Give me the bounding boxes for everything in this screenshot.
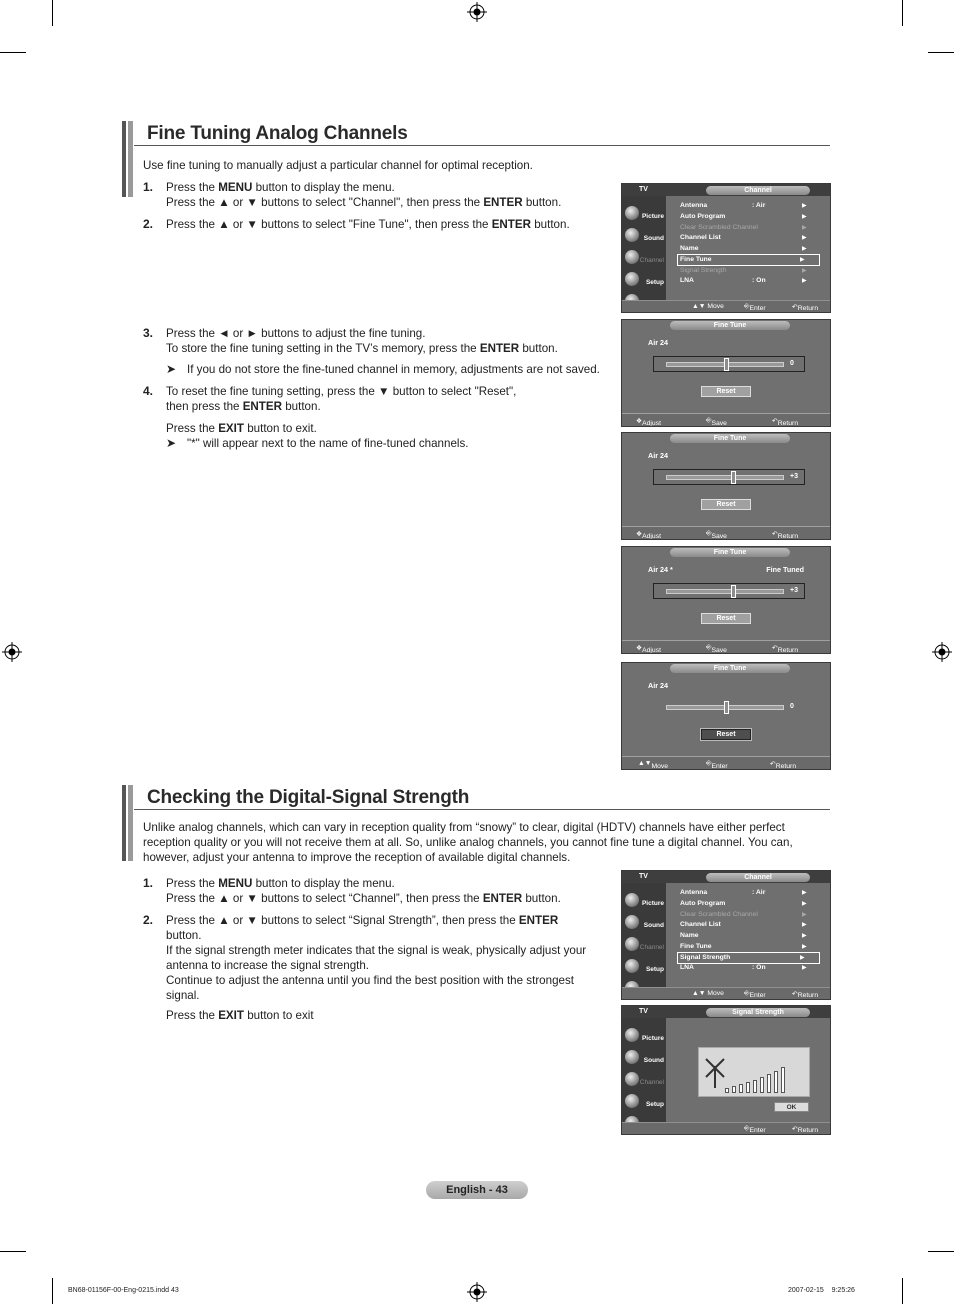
reset-button[interactable]: Reset bbox=[701, 613, 751, 624]
registration-mark-icon bbox=[467, 1282, 487, 1302]
footer-return: ↶ Return bbox=[792, 304, 819, 312]
signal-bar bbox=[767, 1074, 771, 1093]
step-text: Press the ◄ or ► buttons to adjust the fine tuning. bbox=[166, 327, 426, 340]
signal-bar bbox=[725, 1088, 729, 1093]
menu-footer bbox=[622, 987, 830, 999]
menu-list bbox=[666, 883, 830, 987]
fine-tune-footer: ❖ Adjust ⎆ Save ↶ Return bbox=[622, 413, 830, 426]
signal-meter-panel bbox=[698, 1047, 810, 1097]
footer-enter: ⎆ Enter bbox=[744, 1125, 766, 1134]
section-title: Checking the Digital-Signal Strength bbox=[147, 787, 470, 808]
fine-tune-footer: ▲▼ Move ⎆ Enter ↶ Return bbox=[622, 756, 830, 769]
sidebar-item-channel[interactable]: Channel bbox=[622, 248, 666, 270]
note-arrow-icon: ➤ bbox=[166, 436, 177, 450]
fine-tune-title: Fine Tune bbox=[670, 548, 790, 557]
step-text: Press the MENU button to display the menu. bbox=[166, 877, 395, 890]
slider-knob[interactable] bbox=[724, 701, 729, 714]
menu-item-antenna[interactable]: Antenna : Air ▶ bbox=[680, 889, 807, 896]
heading-bar bbox=[122, 785, 126, 861]
menu-header bbox=[622, 871, 830, 883]
menu-title: Channel bbox=[706, 186, 810, 195]
slider-knob[interactable] bbox=[731, 471, 736, 484]
step-number: 4. bbox=[143, 384, 154, 398]
fine-tune-slider[interactable] bbox=[666, 475, 784, 480]
menu-item-name[interactable]: Name ▶ bbox=[680, 245, 807, 252]
slider-value: +3 bbox=[790, 587, 798, 594]
crop-mark bbox=[0, 52, 26, 53]
fine-tune-title: Fine Tune bbox=[670, 664, 790, 673]
sidebar-item-picture[interactable]: Picture bbox=[622, 1026, 666, 1048]
channel-icon bbox=[625, 250, 639, 264]
footer-move: ▲▼ Move bbox=[692, 990, 724, 997]
step-text: Press the ▲ or ▼ buttons to select "Channel", then press the ENTER button. bbox=[166, 196, 562, 209]
footer-enter: ⎆ Enter bbox=[744, 990, 766, 999]
menu-item-signal-strength: Signal Strength ▶ bbox=[680, 267, 807, 274]
signal-bar bbox=[746, 1082, 750, 1093]
section-intro: Unlike analog channels, which can vary in reception quality from “snowy” to clear, digital (HDTV) channels have either perfect bbox=[143, 821, 785, 834]
heading-bar bbox=[128, 121, 133, 197]
menu-title: Signal Strength bbox=[706, 1008, 810, 1017]
sidebar-item-sound[interactable]: Sound bbox=[622, 913, 666, 935]
crop-mark bbox=[902, 1278, 903, 1304]
menu-item-lna[interactable]: LNA : On ▶ bbox=[680, 964, 807, 971]
section-intro: Use fine tuning to manually adjust a particular channel for optimal reception. bbox=[143, 159, 533, 172]
menu-item-channel-list[interactable]: Channel List ▶ bbox=[680, 921, 807, 928]
picture-icon bbox=[625, 893, 639, 907]
step-note: If you do not store the fine-tuned channel in memory, adjustments are not saved. bbox=[187, 363, 600, 376]
heading-bar bbox=[122, 121, 126, 197]
slider-value: 0 bbox=[790, 360, 794, 367]
channel-label: Air 24 bbox=[648, 451, 668, 460]
footer-return: ↶ Return bbox=[792, 991, 819, 999]
menu-title: Channel bbox=[706, 873, 810, 882]
menu-header bbox=[622, 1006, 830, 1018]
reset-button[interactable]: Reset bbox=[701, 499, 751, 510]
ok-button[interactable]: OK bbox=[774, 1102, 809, 1112]
crop-mark bbox=[52, 0, 53, 26]
section-intro: however, adjust your antenna to improve the reception of available digital channels. bbox=[143, 851, 571, 864]
heading-rule bbox=[134, 145, 830, 146]
setup-gear-icon bbox=[625, 272, 639, 286]
menu-footer bbox=[622, 1122, 830, 1134]
menu-item-auto-program[interactable]: Auto Program ▶ bbox=[680, 213, 807, 220]
picture-icon bbox=[625, 1028, 639, 1042]
fine-tune-screen bbox=[621, 319, 831, 427]
menu-tv-label: TV bbox=[639, 186, 648, 193]
sound-icon bbox=[625, 1050, 639, 1064]
fine-tune-screen bbox=[621, 432, 831, 540]
menu-item-fine-tune[interactable]: Fine Tune ▶ bbox=[678, 255, 819, 265]
step-text: Press the ▲ or ▼ buttons to select “Channel”, then press the ENTER button. bbox=[166, 892, 561, 905]
section-title: Fine Tuning Analog Channels bbox=[147, 123, 408, 144]
menu-sidebar bbox=[622, 1018, 666, 1122]
step-number: 3. bbox=[143, 326, 154, 340]
step-text: To store the fine tuning setting in the TV’s memory, press the ENTER button. bbox=[166, 342, 558, 355]
crop-mark bbox=[0, 1251, 26, 1252]
setup-gear-icon bbox=[625, 959, 639, 973]
step-text: Press the EXIT button to exit bbox=[166, 1009, 314, 1022]
menu-item-lna[interactable]: LNA : On ▶ bbox=[680, 277, 807, 284]
step-text: then press the ENTER button. bbox=[166, 400, 321, 413]
signal-bar bbox=[774, 1071, 778, 1093]
channel-icon bbox=[625, 1072, 639, 1086]
step-text: Press the MENU button to display the menu. bbox=[166, 181, 395, 194]
footer-move: ▲▼ Move bbox=[692, 303, 724, 310]
fine-tune-screen bbox=[621, 546, 831, 654]
menu-item-fine-tune[interactable]: Fine Tune ▶ bbox=[680, 943, 807, 950]
fine-tune-screen bbox=[621, 662, 831, 770]
reset-button[interactable]: Reset bbox=[701, 729, 751, 740]
page-number: English - 43 bbox=[426, 1181, 528, 1199]
registration-mark-icon bbox=[932, 642, 952, 662]
sound-icon bbox=[625, 228, 639, 242]
sidebar-item-picture[interactable]: Picture bbox=[622, 891, 666, 913]
tv-channel-menu bbox=[621, 870, 831, 1000]
crop-mark bbox=[902, 0, 903, 26]
sidebar-item-picture[interactable]: Picture bbox=[622, 204, 666, 226]
sidebar-item-setup[interactable]: Setup bbox=[622, 1092, 666, 1114]
fine-tuned-status: Fine Tuned bbox=[766, 565, 804, 574]
menu-footer bbox=[622, 300, 830, 312]
heading-rule bbox=[134, 809, 830, 810]
reset-button[interactable]: Reset bbox=[701, 386, 751, 397]
signal-bar bbox=[760, 1077, 764, 1093]
channel-label: Air 24 bbox=[648, 338, 668, 347]
channel-label: Air 24 bbox=[648, 681, 668, 690]
step-number: 1. bbox=[143, 180, 154, 194]
step-number: 2. bbox=[143, 913, 154, 927]
menu-list bbox=[666, 196, 830, 300]
footer-enter: ⎆ Enter bbox=[744, 303, 766, 312]
menu-tv-label: TV bbox=[639, 873, 648, 880]
sidebar-item-sound[interactable]: Sound bbox=[622, 226, 666, 248]
menu-sidebar bbox=[622, 883, 666, 987]
fine-tune-title: Fine Tune bbox=[670, 434, 790, 443]
signal-bar bbox=[753, 1080, 757, 1093]
slider-knob[interactable] bbox=[731, 585, 736, 598]
signal-bar bbox=[739, 1084, 743, 1093]
crop-mark bbox=[928, 52, 954, 53]
menu-tv-label: TV bbox=[639, 1008, 648, 1015]
fine-tune-footer: ❖ Adjust ⎆ Save ↶ Return bbox=[622, 640, 830, 653]
crop-mark bbox=[928, 1251, 954, 1252]
sidebar-item-channel[interactable]: Channel bbox=[622, 935, 666, 957]
step-text: Press the ▲ or ▼ buttons to select "Fine Tune", then press the ENTER button. bbox=[166, 218, 570, 231]
fine-tune-slider[interactable] bbox=[666, 589, 784, 594]
step-text: Press the EXIT button to exit. bbox=[166, 422, 317, 435]
file-slug: BN68-01156F-00-Eng-0215.indd 43 bbox=[68, 1287, 179, 1294]
signal-bar bbox=[781, 1067, 785, 1093]
step-number: 2. bbox=[143, 217, 154, 231]
picture-icon bbox=[625, 206, 639, 220]
slider-value: +3 bbox=[790, 473, 798, 480]
channel-icon bbox=[625, 937, 639, 951]
fine-tune-title: Fine Tune bbox=[670, 321, 790, 330]
sidebar-item-setup[interactable]: Setup bbox=[622, 270, 666, 292]
tv-signal-strength-screen bbox=[621, 1005, 831, 1135]
registration-mark-icon bbox=[2, 642, 22, 662]
sound-icon bbox=[625, 915, 639, 929]
menu-item-clear-scrambled: Clear Scrambled Channel ▶ bbox=[680, 224, 807, 231]
step-text: signal. bbox=[166, 989, 200, 1002]
tv-channel-menu bbox=[621, 183, 831, 313]
setup-gear-icon bbox=[625, 1094, 639, 1108]
menu-item-antenna[interactable]: Antenna : Air ▶ bbox=[680, 202, 807, 209]
menu-item-signal-strength[interactable]: Signal Strength ▶ bbox=[678, 953, 819, 963]
signal-panel bbox=[666, 1018, 830, 1122]
section-intro: reception quality or you will not receive them at all. So, unlike analog channels, you cannot fine tune a digital channel. You can, bbox=[143, 836, 793, 849]
menu-item-clear-scrambled: Clear Scrambled Channel ▶ bbox=[680, 911, 807, 918]
sidebar-item-sound[interactable]: Sound bbox=[622, 1048, 666, 1070]
signal-bar bbox=[732, 1086, 736, 1093]
step-text: button. bbox=[166, 929, 202, 942]
step-text: Continue to adjust the antenna until you find the best position with the strongest bbox=[166, 974, 574, 987]
sidebar-item-channel[interactable]: Channel bbox=[622, 1070, 666, 1092]
step-text: antenna to increase the signal strength. bbox=[166, 959, 370, 972]
menu-header bbox=[622, 184, 830, 196]
channel-label: Air 24 * bbox=[648, 565, 673, 574]
heading-bar bbox=[128, 785, 133, 861]
crop-mark bbox=[52, 1278, 53, 1304]
note-arrow-icon: ➤ bbox=[166, 362, 177, 376]
menu-sidebar bbox=[622, 196, 666, 300]
footer-return: ↶ Return bbox=[792, 1126, 819, 1134]
menu-item-auto-program[interactable]: Auto Program ▶ bbox=[680, 900, 807, 907]
sidebar-item-setup[interactable]: Setup bbox=[622, 957, 666, 979]
slider-knob[interactable] bbox=[724, 358, 729, 371]
registration-mark-icon bbox=[467, 2, 487, 22]
step-note: "*" will appear next to the name of fine-tuned channels. bbox=[187, 437, 469, 450]
step-text: Press the ▲ or ▼ buttons to select “Signal Strength”, then press the ENTER bbox=[166, 914, 559, 927]
step-text: To reset the fine tuning setting, press the ▼ button to select "Reset", bbox=[166, 385, 517, 398]
menu-item-name[interactable]: Name ▶ bbox=[680, 932, 807, 939]
menu-item-channel-list[interactable]: Channel List ▶ bbox=[680, 234, 807, 241]
print-timestamp: 2007-02-15 9:25:26 bbox=[788, 1287, 855, 1294]
slider-value: 0 bbox=[790, 703, 794, 710]
fine-tune-footer: ❖ Adjust ⎆ Save ↶ Return bbox=[622, 526, 830, 539]
step-text: If the signal strength meter indicates that the signal is weak, physically adjust your bbox=[166, 944, 587, 957]
step-number: 1. bbox=[143, 876, 154, 890]
antenna-icon bbox=[703, 1056, 727, 1090]
